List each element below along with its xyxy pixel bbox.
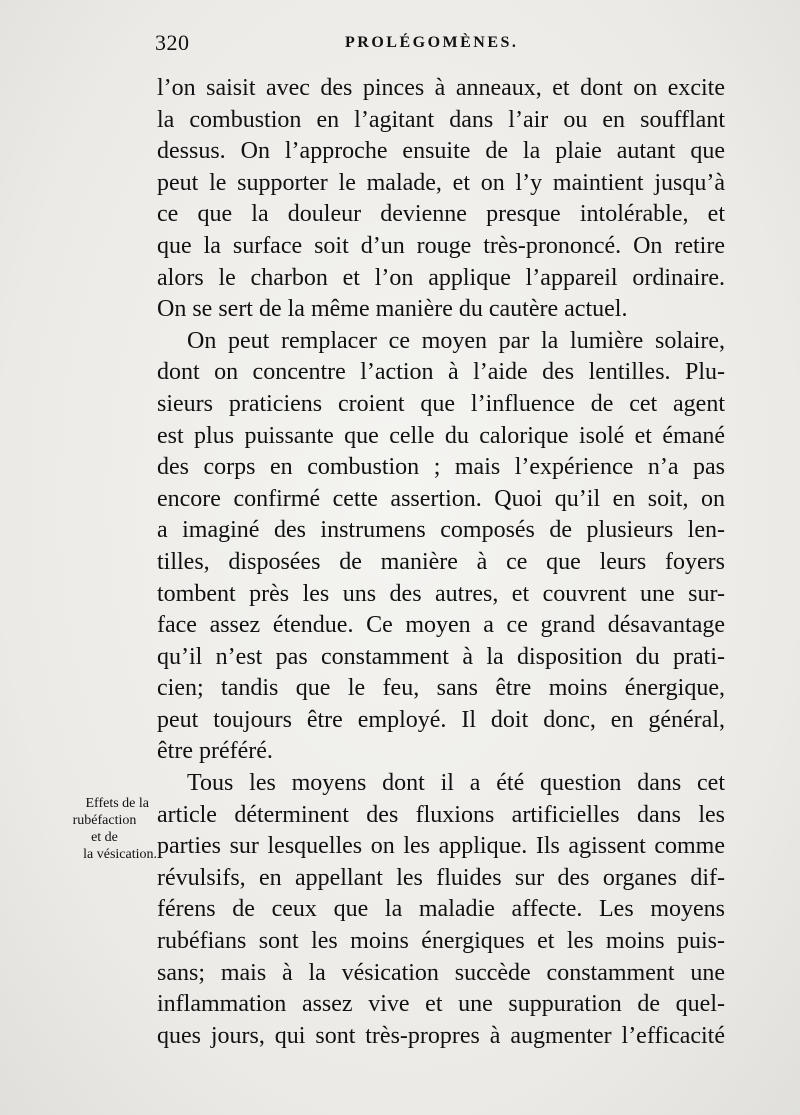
page-number: 320 bbox=[155, 30, 190, 55]
text-line: encore confirmé cette assertion. Quoi qu’il en soit, on bbox=[157, 485, 725, 512]
text-line: férens de ceux que la maladie affecte. Les moyens bbox=[157, 896, 725, 923]
margin-note-line: et de bbox=[91, 830, 118, 845]
text-line: des corps en combustion ; mais l’expérience n’a pas bbox=[157, 454, 725, 481]
text-line: qu’il n’est pas constamment à la disposition du prati- bbox=[157, 643, 725, 670]
text-line: être préféré. bbox=[157, 738, 273, 765]
text-line: rubéfians sont les moins énergiques et les moins puis- bbox=[157, 928, 725, 955]
text-line: inflammation assez vive et une suppuration de quel- bbox=[157, 991, 725, 1018]
text-line: article déterminent des fluxions artificielles dans les bbox=[157, 801, 725, 828]
text-line: On se sert de la même manière du cautère actuel. bbox=[157, 296, 628, 323]
margin-note-line: la vésication. bbox=[83, 847, 157, 862]
text-line: que la surface soit d’un rouge très-prononcé. On retire bbox=[157, 232, 725, 259]
text-line: tilles, disposées de manière à ce que leurs foyers bbox=[157, 548, 725, 575]
text-line: parties sur lesquelles on les applique. Ils agissent comme bbox=[157, 833, 725, 860]
margin-note-line: rubéfaction bbox=[72, 813, 137, 828]
text-line: l’on saisit avec des pinces à anneaux, et dont on excite bbox=[157, 75, 725, 101]
running-head: PROLÉGOMÈNES. bbox=[345, 34, 519, 51]
text-line: ques jours, qui sont très-propres à augmenter l’efficacité bbox=[157, 1022, 725, 1049]
text-line: alors le charbon et l’on applique l’appareil ordinaire. bbox=[157, 264, 725, 291]
text-line: dessus. On l’approche ensuite de la plaie autant que bbox=[157, 138, 725, 165]
text-line: révulsifs, en appellant les fluides sur des organes dif- bbox=[157, 864, 725, 891]
text-line: la combustion en l’agitant dans l’air ou en soufflant bbox=[157, 106, 725, 133]
text-line: sieurs praticiens croient que l’influence de cet agent bbox=[157, 390, 725, 417]
text-line: a imaginé des instrumens composés de plusieurs len- bbox=[157, 517, 725, 544]
text-line: sans; mais à la vésication succède constamment une bbox=[157, 959, 725, 986]
text-line: peut toujours être employé. Il doit donc, en général, bbox=[157, 706, 725, 733]
text-line: Tous les moyens dont il a été question dans cet bbox=[187, 770, 725, 797]
body-text bbox=[157, 73, 725, 1052]
text-line: cien; tandis que le feu, sans être moins énergique, bbox=[157, 675, 725, 702]
text-line: face assez étendue. Ce moyen a ce grand désavantage bbox=[157, 612, 725, 639]
margin-note-line: Effets de la bbox=[85, 796, 149, 811]
text-line: ce que la douleur devienne presque intolérable, et bbox=[157, 201, 725, 228]
page-header bbox=[155, 30, 715, 60]
text-line: tombent près les uns des autres, et couvrent une sur- bbox=[157, 580, 725, 607]
margin-note bbox=[52, 795, 157, 863]
text-line: peut le supporter le malade, et on l’y maintient jusqu’à bbox=[157, 169, 725, 196]
text-line: dont on concentre l’action à l’aide des lentilles. Plu- bbox=[157, 359, 725, 386]
text-line: On peut remplacer ce moyen par la lumière solaire, bbox=[187, 327, 725, 354]
text-line: est plus puissante que celle du calorique isolé et émané bbox=[157, 422, 725, 449]
